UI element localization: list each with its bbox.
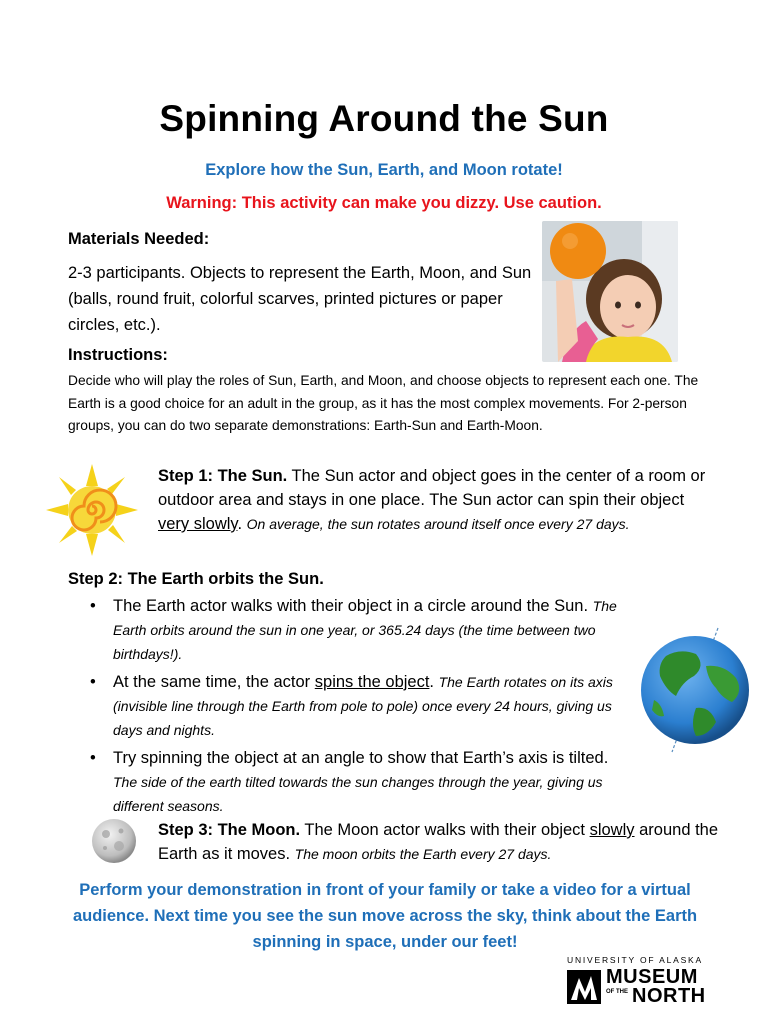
- museum-logo-mark-icon: [567, 970, 601, 1004]
- warning-text: Warning: This activity can make you dizzy. Use caution.: [166, 194, 602, 212]
- logo-university-text: UNIVERSITY OF ALASKA: [567, 955, 703, 965]
- step3-underlined: slowly: [589, 821, 635, 839]
- step3-italic: The moon orbits the Earth every 27 days.: [294, 846, 552, 862]
- step2-heading: Step 2: The Earth orbits the Sun.: [68, 570, 324, 588]
- logo-museum-text: MUSEUM: [606, 966, 698, 988]
- moon-icon: [91, 818, 137, 864]
- bullet-italic: The Earth rotates on its axis (invisible line through the Earth from pole to pole) once every 24 hours, giving us days and nights.: [113, 674, 613, 738]
- bullet-text: Try spinning the object at an angle to show that Earth’s axis is tilted.: [113, 749, 609, 767]
- step2-bullet-list: [88, 594, 633, 822]
- earth-globe-icon: [636, 626, 754, 754]
- step2-bullet: [88, 746, 633, 818]
- step3-label: Step 3: The Moon.: [158, 821, 301, 839]
- step2-bullet: [88, 594, 633, 666]
- step1-underlined: very slowly: [158, 515, 238, 533]
- page-title: Spinning Around the Sun: [159, 98, 609, 139]
- page-subtitle: Explore how the Sun, Earth, and Moon rotate!: [205, 161, 563, 179]
- instructions-text: Decide who will play the roles of Sun, Earth, and Moon, and choose objects to represent each one. The Earth is a good choice for an adult in the group, as it has the most complex movements. For 2-person groups, you can do two separate demonstrations: Earth-Sun and Earth-Moon.: [68, 373, 699, 433]
- step1-italic: On average, the sun rotates around itself once every 27 days.: [246, 516, 630, 532]
- materials-heading: Materials Needed:: [68, 230, 210, 248]
- bullet-italic: The Earth orbits around the sun in one year, or 365.24 days (the time between two birthdays!).: [113, 598, 617, 662]
- step1-text: The Sun actor and object goes in the center of a room or outdoor area and stays in one place. The Sun actor can spin their object: [158, 467, 706, 509]
- step1-label: Step 1: The Sun.: [158, 467, 288, 485]
- bullet-underlined: spins the object: [314, 673, 430, 691]
- step2-bullet: [88, 670, 633, 742]
- bullet-italic: The side of the earth tilted towards the sun changes through the year, giving us different seasons.: [113, 774, 603, 814]
- step3-text: The Moon actor walks with their object: [300, 821, 590, 839]
- materials-text: 2-3 participants. Objects to represent the Earth, Moon, and Sun (balls, round fruit, colorful scarves, printed pictures or paper circles, etc.).: [68, 264, 532, 334]
- bullet-text: At the same time, the actor: [113, 673, 315, 691]
- instructions-heading: Instructions:: [68, 346, 168, 364]
- child-holding-orange-photo: [542, 221, 678, 362]
- bullet-text-b: .: [429, 673, 439, 691]
- logo-north-text: NORTH: [632, 985, 706, 1007]
- closing-text: Perform your demonstration in front of your family or take a video for a virtual audience. Next time you see the sun move across the sky, think about the Earth spinning in space, under our feet!: [72, 881, 698, 951]
- step1-text-b: .: [237, 515, 247, 533]
- sun-icon: [44, 462, 140, 558]
- logo-of-the-text: OF THE: [606, 989, 628, 995]
- step1-paragraph: [158, 464, 718, 536]
- step3-paragraph: [158, 818, 718, 866]
- bullet-text: The Earth actor walks with their object in a circle around the Sun.: [113, 597, 593, 615]
- step3-text-b: around the Earth as it moves.: [158, 821, 719, 863]
